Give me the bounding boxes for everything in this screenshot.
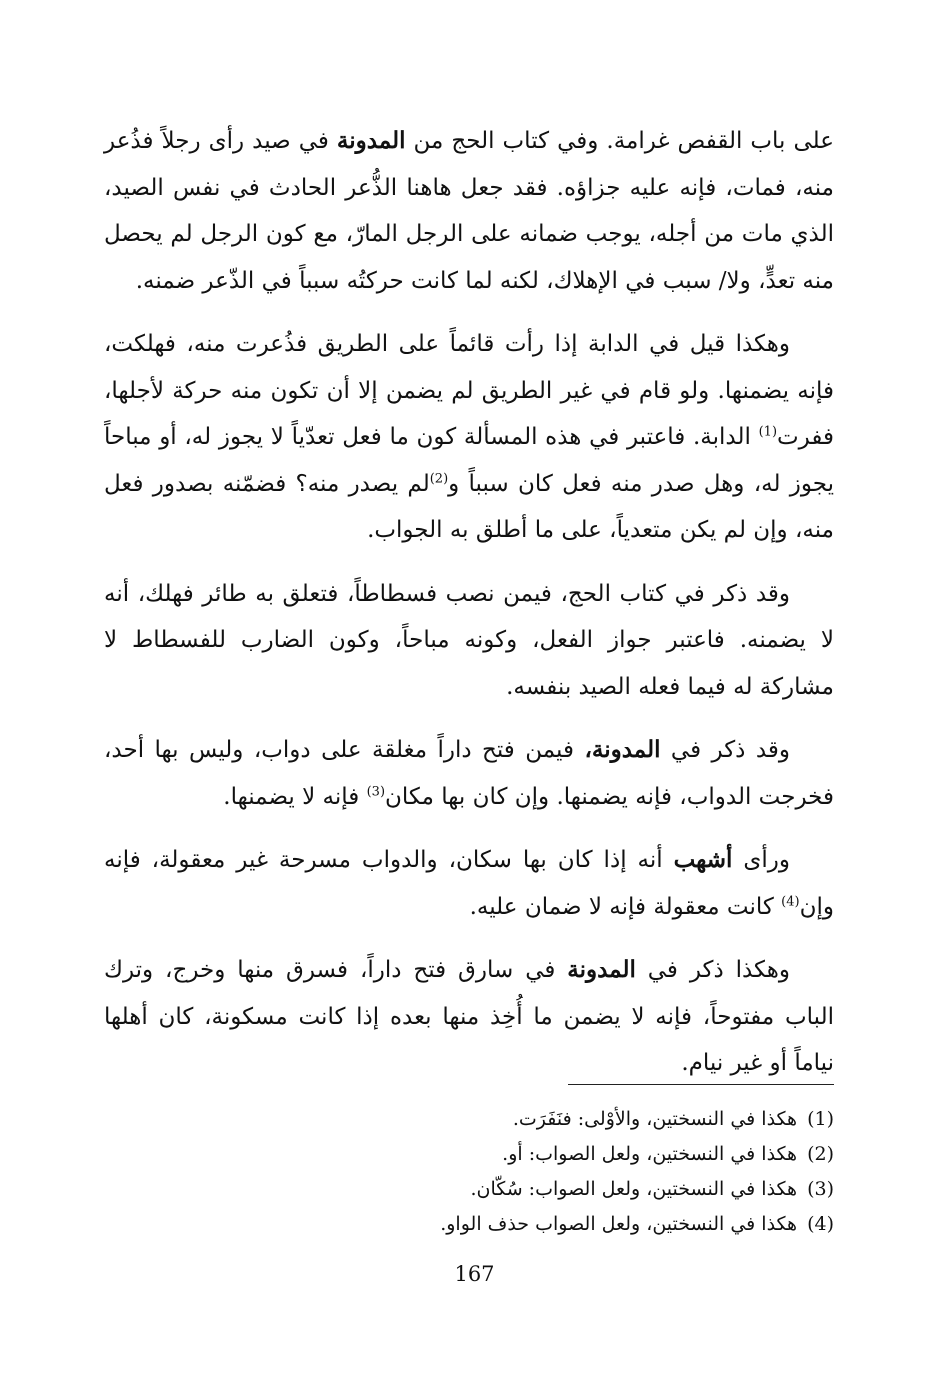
bold-term: المدونة	[336, 127, 406, 154]
text-segment: لم يصدر منه؟ فضمّنه بصدور فعل منه، وإن لم يكن متعدياً، على ما أطلق به الجواب.	[104, 470, 834, 543]
text-segment: فإنه لا يضمنها.	[223, 783, 367, 810]
paragraph	[104, 727, 834, 820]
footnote-reference: (4)	[781, 893, 800, 909]
text-segment: فيمن فتح داراً مغلقة على دواب، وليس بها أحد، فخرجت الدواب، فإنه يضمنها. وإن كان بها مكان	[104, 737, 834, 810]
text-segment: في صيد رأى رجلاً فذُعر منه، فمات، فإنه عليه جزاؤه. فقد جعل هاهنا الذُّعر الحادث في نفس الصيد، الذي مات من أجله، يوجب ضمانه على الرجل المارّ، مع كون الرجل لم يحصل منه تعدٍّ، ولا/ سبب في الإهلاك، لكنه لما كانت حركتُه سبباً في الذّعر ضمنه.	[104, 128, 834, 294]
footnote-text: هكذا في النسختين، ولعل الصواب حذف الواو.	[440, 1213, 798, 1235]
text-segment: وقد ذكر في كتاب الحج، فيمن نصب فسطاطاً، فتعلق به طائر فهلك، أنه لا يضمنه. فاعتبر جواز الفعل، وكونه مباحاً، وكون الضارب للفسطاط لا مشاركة له فيما فعله الصيد بنفسه.	[104, 580, 834, 700]
text-segment: ورأى	[732, 847, 790, 873]
paragraph	[104, 571, 834, 711]
footnote-reference: (2)	[429, 470, 449, 486]
text-segment: على باب القفص غرامة. وفي كتاب الحج من	[405, 128, 834, 154]
footnote	[104, 1207, 834, 1242]
footnote-text: هكذا في النسختين، ولعل الصواب: سُكّان.	[470, 1178, 798, 1200]
footnote	[104, 1137, 834, 1172]
paragraph	[104, 321, 834, 554]
footnote-number: (3)	[807, 1178, 834, 1200]
text-segment: أنه إذا كان بها سكان، والدواب مسرحة غير معقولة، فإنه وإن	[104, 847, 834, 920]
footnote-text: هكذا في النسختين، والأوْلى: فنَفَرَت.	[512, 1108, 798, 1130]
text-segment: وهكذا قيل في الدابة إذا رأت قائماً على الطريق فذُعرت منه، فهلكت، فإنه يضمنها. ولو قام في غير الطريق لم يضمن إلا أن تكون منه حركة لأجلها، ففرت	[104, 331, 834, 450]
footnote	[104, 1172, 834, 1207]
footnote-separator	[568, 1084, 834, 1085]
text-segment: وقد ذكر في	[660, 737, 791, 763]
footnote	[104, 1102, 834, 1137]
footnote-text: هكذا في النسختين، ولعل الصواب: أو.	[502, 1143, 798, 1165]
footnotes	[104, 1102, 834, 1242]
paragraph	[104, 118, 834, 304]
main-text	[104, 118, 834, 1087]
text-segment: وهكذا ذكر في	[635, 957, 790, 983]
footnote-reference: (1)	[758, 424, 778, 440]
bold-term: المدونة	[567, 956, 636, 983]
paragraph	[104, 837, 834, 930]
text-segment: الدابة. فاعتبر في هذه المسألة كون ما فعل تعدّياً لا يجوز له، أو مباحاً يجوز له، وهل صدر منه فعل كان سبباً و	[104, 424, 834, 497]
footnote-number: (2)	[807, 1143, 834, 1165]
footnote-number: (4)	[807, 1213, 834, 1235]
bold-term: المدونة،	[584, 736, 661, 763]
text-segment: كانت معقولة فإنه لا ضمان عليه.	[469, 893, 782, 920]
text-segment: في سارق فتح داراً، فسرق منها وخرج، وترك الباب مفتوحاً، فإنه لا يضمن ما أُخِذ منها بعده إذا كانت مسكونة، كان أهلها نياماً أو غير نيام.	[104, 957, 834, 1076]
footnote-reference: (3)	[366, 783, 386, 799]
page-number: 167	[454, 1262, 495, 1286]
paragraph	[104, 947, 834, 1087]
bold-term: أشهب	[673, 846, 733, 873]
footnote-number: (1)	[807, 1108, 834, 1130]
